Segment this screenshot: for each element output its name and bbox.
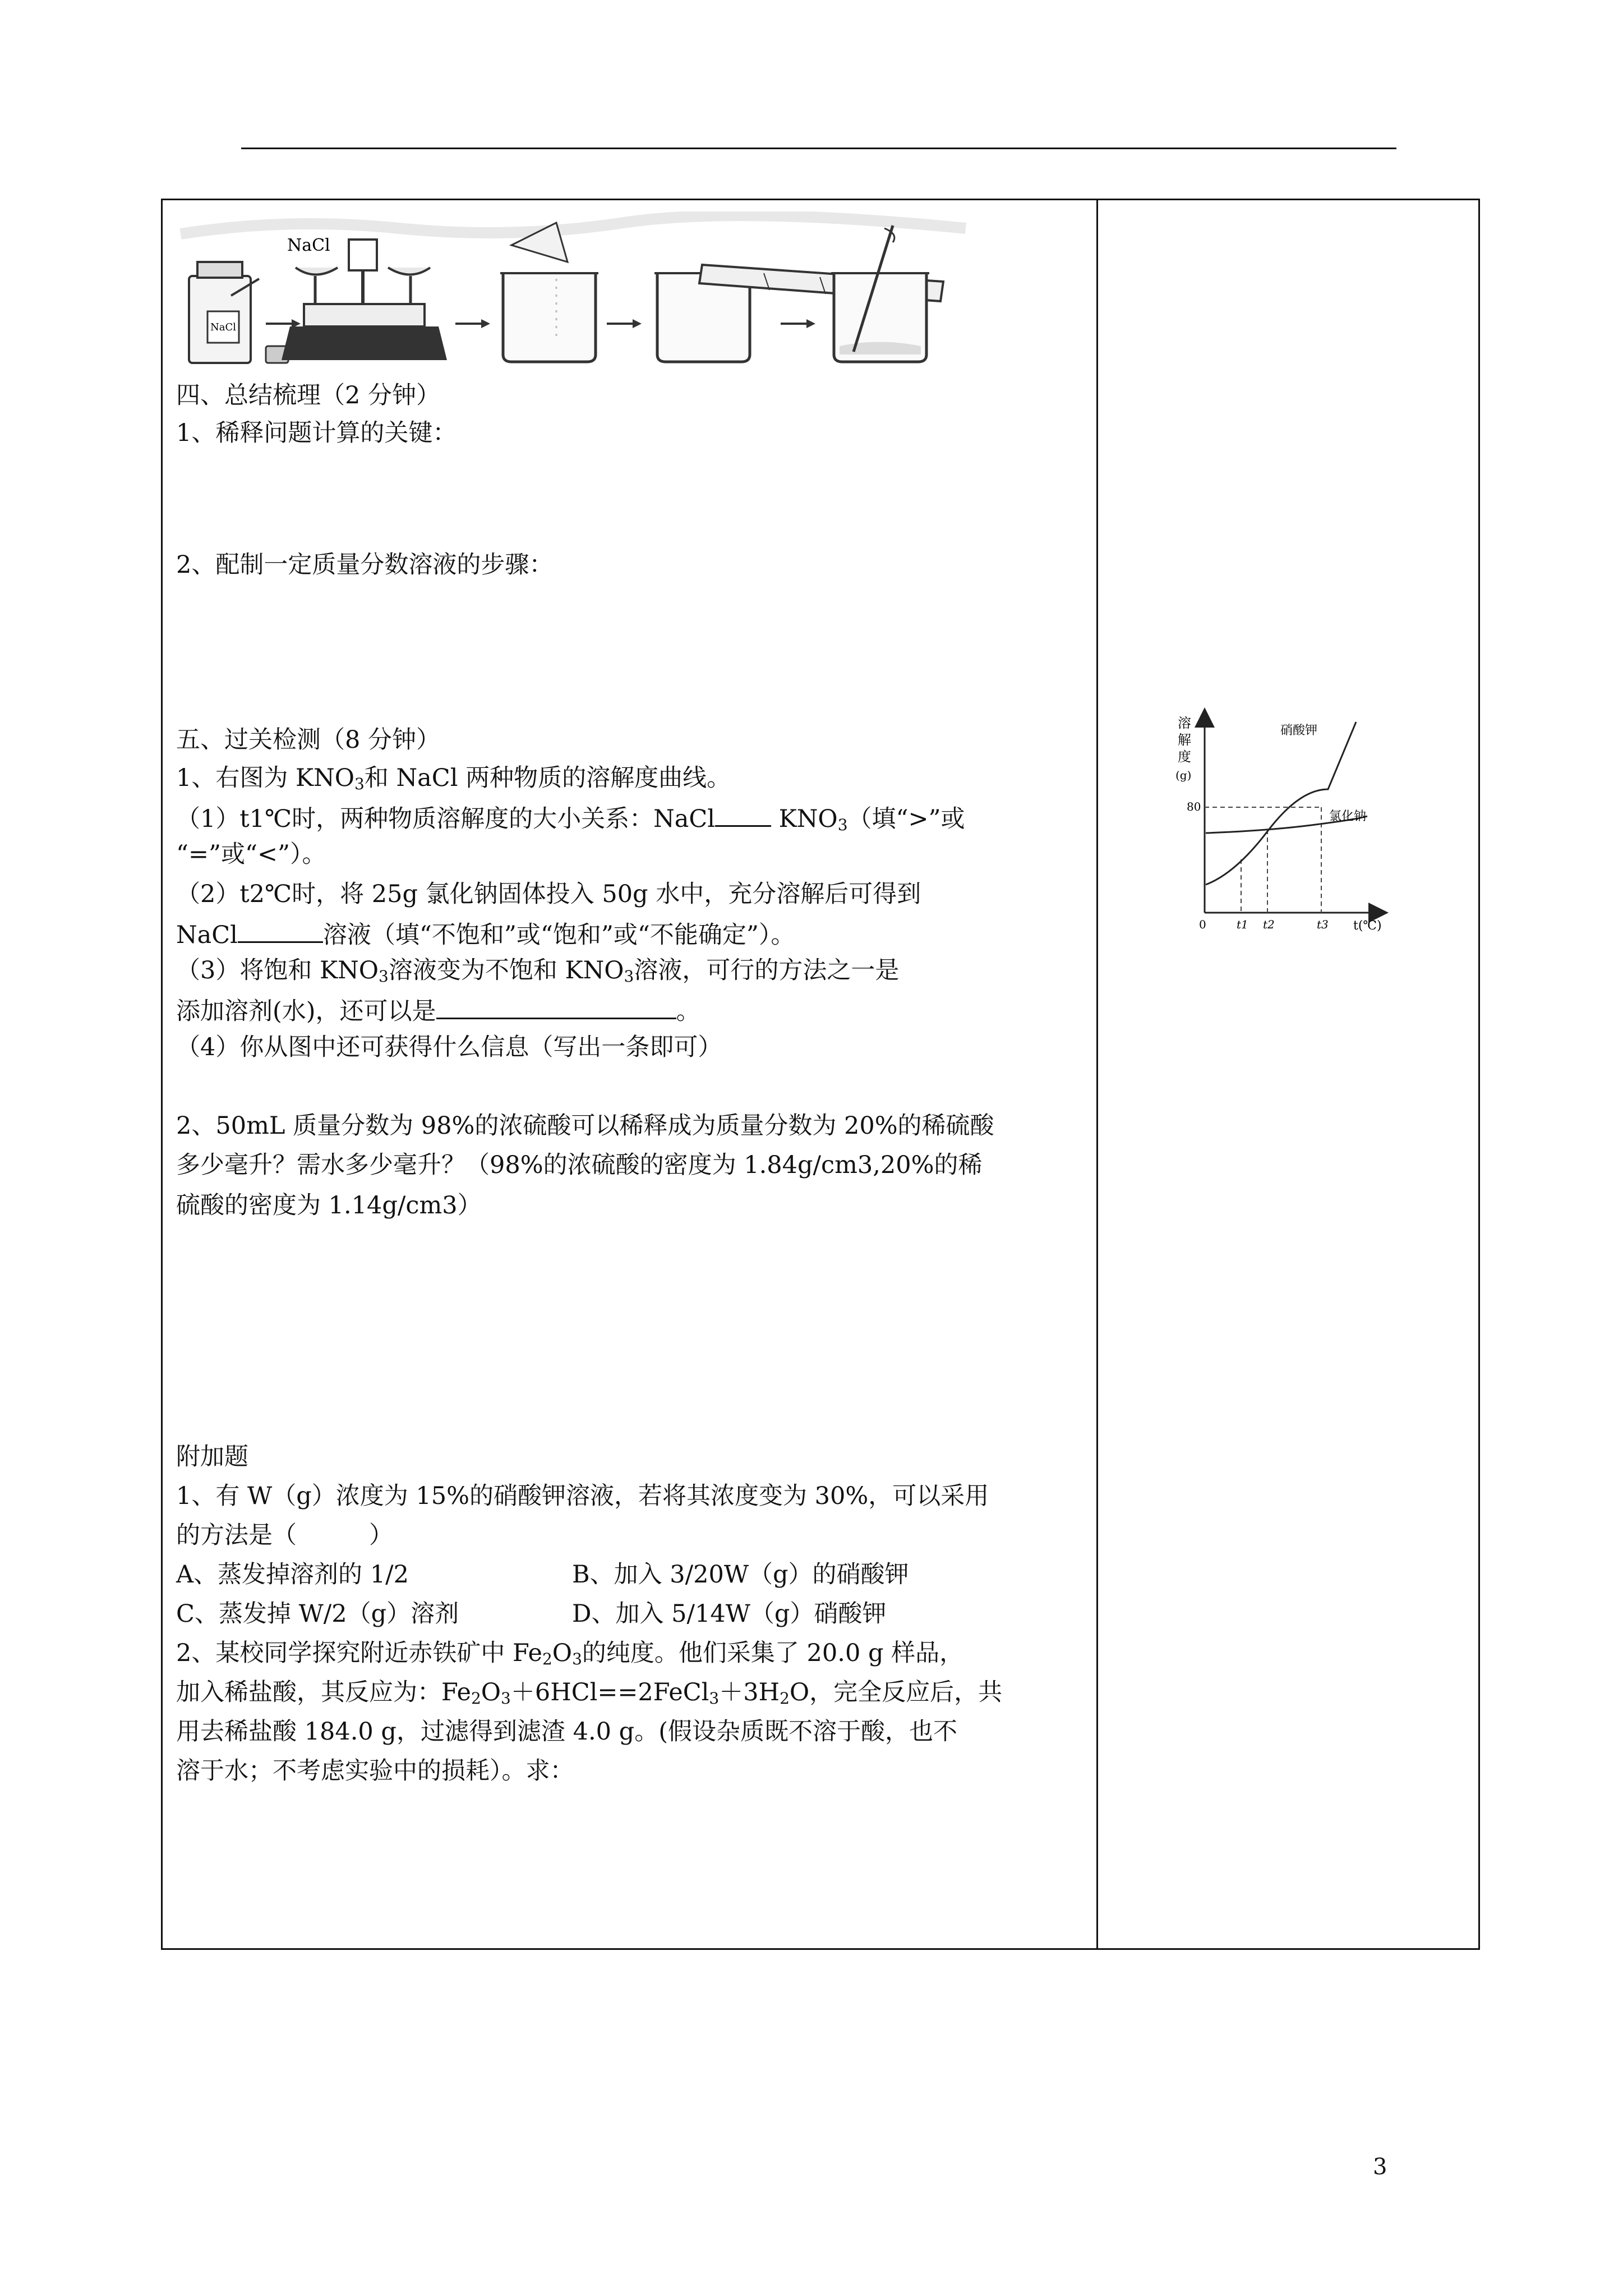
x-tick-t2: t2: [1263, 918, 1275, 931]
series-kno3-label: 硝酸钾: [1280, 724, 1318, 738]
y-tick-80: 80: [1187, 800, 1201, 813]
section4-heading: 四、总结梳理（2 分钟）: [176, 381, 441, 409]
ylabel-char-1: 溶: [1178, 715, 1191, 731]
balance-label: NaCl: [287, 236, 330, 255]
answer-blank[interactable]: [715, 799, 771, 827]
main-content-cell: [163, 200, 1096, 1948]
ylabel-char-2: 解: [1178, 732, 1191, 748]
section5-part-4: （4）你从图中还可获得什么信息（写出一条即可）: [176, 1033, 722, 1061]
x-tick-t1: t1: [1237, 918, 1248, 931]
section5-part-3-line-1: （3）将饱和 $KNO_3$溶液变为不饱和 $KNO_3$溶液，可行的方法之一是: [176, 956, 900, 986]
section5-question-2-line-2: 多少毫升？需水多少毫升？（98%的浓硫酸的密度为 1.84g/cm3,20%的稀: [176, 1151, 983, 1179]
solubility-chart: [1143, 705, 1407, 941]
extra-question-2-line-4: 溶于水；不考虑实验中的损耗）。求：: [176, 1757, 574, 1785]
option-d: D、加入 5/14W（g）硝酸钾: [572, 1600, 887, 1628]
reagent-jar-icon: [189, 262, 259, 363]
x-axis-label: t(℃): [1353, 919, 1382, 933]
ylabel-char-3: 度: [1178, 749, 1191, 765]
extra-question-2-line-1: 2、某校同学探究附近赤铁矿中 $Fe_2O_3$的纯度。他们采集了 20.0 g 样品，: [176, 1639, 964, 1668]
option-c: C、蒸发掉 W/2（g）溶剂: [176, 1600, 459, 1628]
side-figure-cell: [1098, 200, 1478, 1948]
option-a: A、蒸发掉溶剂的 1/2: [176, 1561, 409, 1589]
section4-question-2: 2、配制一定质量分数溶液的步骤：: [176, 551, 554, 579]
section5-part-2-line-1: （2）t2℃时，将 25g 氯化钠固体投入 50g 水中，充分溶解后可得到: [176, 880, 921, 908]
option-b: B、加入 3/20W（g）的硝酸钾: [572, 1561, 909, 1589]
header-rule: [241, 148, 1396, 149]
y-axis-label: [1175, 715, 1196, 782]
extra-question-1-line-1: 1、有 W（g）浓度为 15%的硝酸钾溶液，若将其浓度变为 30%，可以采用: [176, 1482, 989, 1510]
answer-blank[interactable]: [436, 992, 676, 1019]
section5-heading: 五、过关检测（8 分钟）: [176, 726, 441, 754]
answer-blank[interactable]: [238, 915, 323, 943]
ylabel-unit: (g): [1175, 769, 1192, 782]
section5-question-1: 1、右图为 $KNO_3$和 NaCl 两种物质的溶解度曲线。: [176, 764, 731, 793]
worksheet-table: [161, 199, 1480, 1950]
section4-question-1: 1、稀释问题计算的关键：: [176, 419, 457, 447]
extra-question-2-line-3: 用去稀盐酸 184.0 g，过滤得到滤渣 4.0 g。(假设杂质既不溶于酸，也不: [176, 1718, 957, 1746]
x-tick-t3: t3: [1317, 918, 1329, 931]
section5-part-1-line-1: （1）t1℃时，两种物质溶解度的大小关系：NaCl $KNO_3$（填“>”或: [176, 799, 965, 836]
extra-heading: 附加题: [176, 1443, 248, 1471]
extra-question-2-line-2: 加入稀盐酸，其反应为：$Fe_2O_3+6HCl==2FeCl_3+3H_2O$，完全反应后，共: [176, 1678, 1003, 1708]
apparatus-illustration: [175, 211, 971, 369]
extra-question-1-line-2: 的方法是（ ）: [176, 1521, 393, 1549]
origin-label: 0: [1199, 918, 1206, 931]
page-number: 3: [1373, 2154, 1387, 2180]
series-nacl-label: 氯化钠: [1329, 809, 1367, 823]
section5-question-2-line-3: 硫酸的密度为 1.14g/cm3）: [176, 1191, 482, 1220]
jar-label: NaCl: [210, 321, 237, 333]
section5-part-1-line-2: “=”或“<”）。: [176, 840, 326, 868]
section5-part-2-line-2: NaCl 溶液（填“不饱和”或“饱和”或“不能确定”）。: [176, 915, 795, 952]
series-kno3-line: [1206, 722, 1356, 885]
section5-part-3-line-2: 添加溶剂(水)，还可以是 。: [176, 992, 700, 1028]
section5-question-2-line-1: 2、50mL 质量分数为 98%的浓硫酸可以稀释成为质量分数为 20%的稀硫酸: [176, 1112, 994, 1140]
